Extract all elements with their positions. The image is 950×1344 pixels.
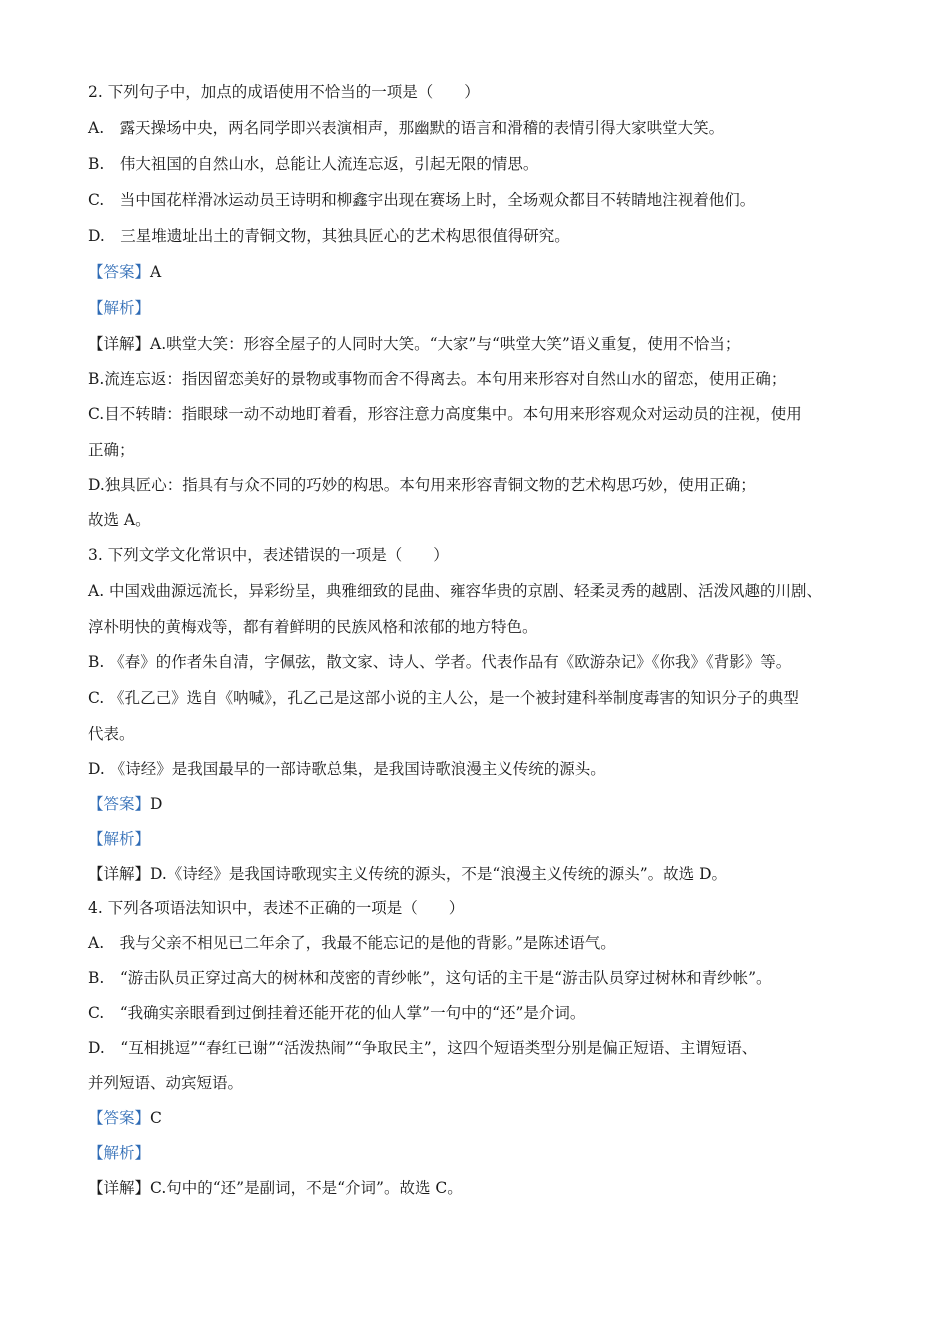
analysis-label: 【解析】 [88,299,151,317]
answer-label: 【答案】 [88,795,151,813]
analysis-label: 【解析】 [88,830,151,848]
question-3-answer [88,794,868,814]
question-4-option-d-line2: 并列短语、动宾短语。 [88,1074,244,1092]
detail-text: C.句中的“还”是副词，不是“介词”。故选 C。 [150,1179,463,1197]
question-2-detail-b: B.流连忘返：指因留恋美好的景物或事物而舍不得离去。本句用来形容对自然山水的留恋，使用正确； [88,370,787,388]
question-2-option-d: D. 三星堆遗址出土的青铜文物，其独具匠心的艺术构思很值得研究。 [88,227,570,245]
answer-value: A [150,263,162,281]
question-2-stem: 2. 下列句子中，加点的成语使用不恰当的一项是（ ） [88,83,480,101]
question-4-answer [88,1108,868,1128]
question-2-detail-c-line1: C.目不转睛：指眼球一动不动地盯着看，形容注意力高度集中。本句用来形容观众对运动员的注视，使用 [88,405,802,423]
question-4-analysis-label [88,1143,868,1163]
question-2-conclusion: 故选 A。 [88,511,151,529]
question-3-stem: 3. 下列文学文化常识中，表述错误的一项是（ ） [88,546,449,564]
question-3-analysis-label [88,829,868,849]
question-3-option-c-line2: 代表。 [88,725,135,743]
detail-label: 【详解】 [88,335,151,353]
analysis-label: 【解析】 [88,1144,151,1162]
question-4-option-c: C. “我确实亲眼看到过倒挂着还能开花的仙人掌”一句中的“还”是介词。 [88,1004,586,1022]
question-3-option-c-line1: C. 《孔乙己》选自《呐喊》，孔乙己是这部小说的主人公，是一个被封建科举制度毒害的知识分子的典型 [88,689,799,707]
question-2-detail-c-line2: 正确； [88,441,135,459]
question-3-option-b: B. 《春》的作者朱自清，字佩弦，散文家、诗人、学者。代表作品有《欧游杂记》《你我》《背影》等。 [88,653,792,671]
question-2-option-a: A. 露天操场中央，两名同学即兴表演相声，那幽默的语言和滑稽的表情引得大家哄堂大笑。 [88,119,725,137]
detail-label: 【详解】 [88,865,151,883]
question-4-option-d-line1: D. “互相挑逗”“春红已谢”“活泼热闹”“争取民主”，这四个短语类型分别是偏正短语、主谓短语、 [88,1039,758,1057]
answer-value: D [150,795,163,813]
question-2-analysis-label [88,298,868,318]
detail-text: A.哄堂大笑：形容全屋子的人同时大笑。“大家”与“哄堂大笑”语义重复，使用不恰当； [150,335,741,353]
question-3-option-d: D. 《诗经》是我国最早的一部诗歌总集，是我国诗歌浪漫主义传统的源头。 [88,760,606,778]
detail-text: D.《诗经》是我国诗歌现实主义传统的源头，不是“浪漫主义传统的源头”。故选 D。 [150,865,728,883]
answer-label: 【答案】 [88,263,151,281]
answer-value: C [150,1109,162,1127]
question-2-detail-d: D.独具匠心：指具有与众不同的巧妙的构思。本句用来形容青铜文物的艺术构思巧妙，使用正确； [88,476,756,494]
question-2-answer [88,262,868,282]
answer-label: 【答案】 [88,1109,151,1127]
question-4-detail [88,1178,868,1198]
question-4-option-a: A. 我与父亲不相见已二年余了，我最不能忘记的是他的背影。”是陈述语气。 [88,934,616,952]
question-2-option-c: C. 当中国花样滑冰运动员王诗明和柳鑫宇出现在赛场上时，全场观众都目不转睛地注视着他们。 [88,191,756,209]
question-2-detail-a [88,334,868,354]
question-2-option-b: B. 伟大祖国的自然山水，总能让人流连忘返，引起无限的情思。 [88,155,539,173]
question-4-option-b: B. “游击队员正穿过高大的树林和茂密的青纱帐”，这句话的主干是“游击队员穿过树林和青纱帐”。 [88,969,772,987]
detail-label: 【详解】 [88,1179,151,1197]
question-4-stem: 4. 下列各项语法知识中，表述不正确的一项是（ ） [88,899,465,917]
question-3-detail [88,864,868,884]
question-3-option-a-line2: 淳朴明快的黄梅戏等，都有着鲜明的民族风格和浓郁的地方特色。 [88,618,538,636]
question-3-option-a-line1: A. 中国戏曲源远流长，异彩纷呈，典雅细致的昆曲、雍容华贵的京剧、轻柔灵秀的越剧、活泼风趣的川剧、 [88,582,823,600]
